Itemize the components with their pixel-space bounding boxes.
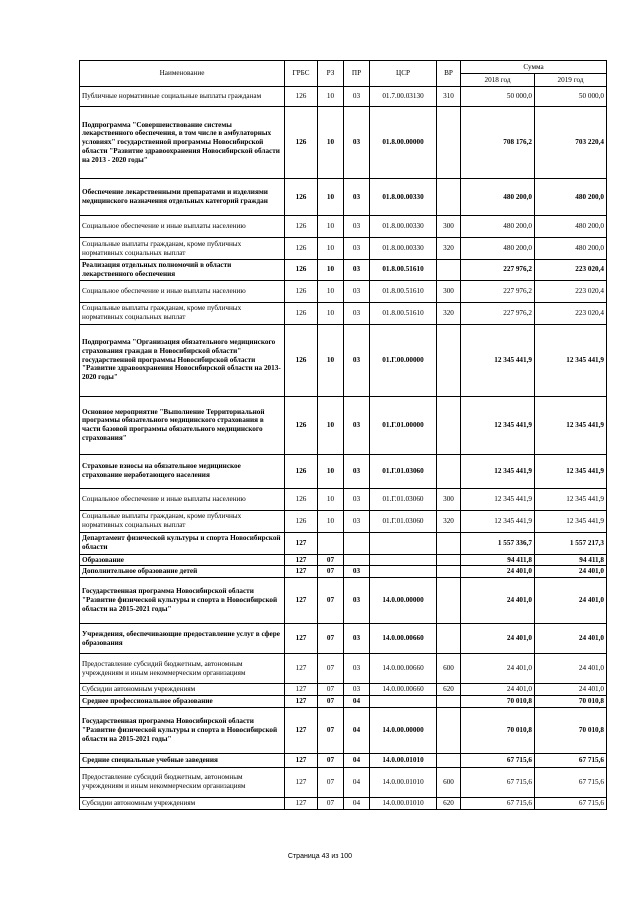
cell-pr: 03	[344, 179, 370, 216]
cell-grbs: 127	[285, 695, 318, 707]
cell-csr	[370, 566, 437, 578]
cell-vr	[437, 566, 461, 578]
cell-sum-2019: 480 200,0	[535, 179, 607, 216]
cell-vr	[437, 532, 461, 554]
cell-sum-2019: 12 345 441,9	[535, 324, 607, 396]
cell-csr: 14.0.00.01010	[370, 797, 437, 809]
cell-vr	[437, 454, 461, 488]
cell-pr: 03	[344, 624, 370, 654]
table-header	[80, 61, 607, 87]
header-name: Наименование	[80, 61, 285, 87]
header-pr: ПР	[344, 61, 370, 87]
cell-grbs: 126	[285, 324, 318, 396]
cell-name: Социальное обеспечение и иные выплаты населению	[80, 488, 285, 510]
table-row	[80, 654, 607, 684]
cell-name: Социальное обеспечение и иные выплаты населению	[80, 216, 285, 238]
cell-vr: 620	[437, 797, 461, 809]
cell-sum-2019: 24 401,0	[535, 566, 607, 578]
cell-sum-2019: 703 220,4	[535, 107, 607, 179]
cell-grbs: 126	[285, 302, 318, 324]
table-row	[80, 454, 607, 488]
cell-sum-2019: 12 345 441,9	[535, 488, 607, 510]
cell-pr: 04	[344, 767, 370, 797]
cell-sum-2018: 24 401,0	[461, 624, 535, 654]
cell-rz	[318, 532, 344, 554]
cell-pr: 04	[344, 753, 370, 767]
cell-pr: 03	[344, 396, 370, 454]
table-row	[80, 554, 607, 566]
cell-rz: 10	[318, 302, 344, 324]
table-row	[80, 695, 607, 707]
cell-sum-2019: 1 557 217,3	[535, 532, 607, 554]
table-row	[80, 753, 607, 767]
cell-sum-2019: 70 010,8	[535, 695, 607, 707]
cell-rz: 10	[318, 488, 344, 510]
cell-pr: 03	[344, 578, 370, 624]
cell-grbs: 127	[285, 532, 318, 554]
cell-grbs: 127	[285, 707, 318, 753]
cell-grbs: 126	[285, 107, 318, 179]
cell-sum-2019: 24 401,0	[535, 624, 607, 654]
table-row	[80, 578, 607, 624]
cell-sum-2019: 67 715,6	[535, 753, 607, 767]
table-row	[80, 767, 607, 797]
cell-name: Социальные выплаты гражданам, кроме публичных нормативных социальных выплат	[80, 302, 285, 324]
cell-name: Основное мероприятие "Выполнение Территориальной программы обязательного медицинского страхования в части базовой программы обязательного медицинского страхования"	[80, 396, 285, 454]
cell-sum-2018: 480 200,0	[461, 216, 535, 238]
cell-vr	[437, 554, 461, 566]
table-row	[80, 684, 607, 696]
cell-vr: 620	[437, 684, 461, 696]
cell-csr: 01.7.00.03130	[370, 87, 437, 107]
cell-rz: 10	[318, 179, 344, 216]
cell-vr	[437, 396, 461, 454]
cell-rz: 07	[318, 684, 344, 696]
cell-csr: 01.8.00.51610	[370, 302, 437, 324]
cell-grbs: 127	[285, 684, 318, 696]
cell-pr: 03	[344, 260, 370, 281]
cell-rz: 07	[318, 624, 344, 654]
cell-vr: 600	[437, 654, 461, 684]
cell-pr: 04	[344, 707, 370, 753]
cell-csr: 01.8.00.00000	[370, 107, 437, 179]
cell-sum-2019: 12 345 441,9	[535, 454, 607, 488]
cell-name: Департамент физической культуры и спорта Новосибирской области	[80, 532, 285, 554]
cell-csr: 14.0.00.00000	[370, 578, 437, 624]
cell-rz: 07	[318, 707, 344, 753]
cell-rz: 07	[318, 654, 344, 684]
cell-csr: 01.8.00.51610	[370, 260, 437, 281]
cell-name: Предоставление субсидий бюджетным, автономным учреждениям и иным некоммерческим организациям	[80, 654, 285, 684]
cell-grbs: 126	[285, 396, 318, 454]
cell-csr: 01.8.00.00330	[370, 179, 437, 216]
cell-sum-2019: 50 000,0	[535, 87, 607, 107]
cell-csr	[370, 695, 437, 707]
cell-grbs: 127	[285, 566, 318, 578]
cell-pr: 03	[344, 238, 370, 260]
cell-name: Дополнительное образование детей	[80, 566, 285, 578]
cell-name: Среднее профессиональное образование	[80, 695, 285, 707]
cell-sum-2018: 12 345 441,9	[461, 324, 535, 396]
cell-grbs: 127	[285, 753, 318, 767]
cell-grbs: 127	[285, 797, 318, 809]
table-row	[80, 396, 607, 454]
page-number: Страница 43 из 100	[287, 853, 353, 860]
cell-name: Обеспечение лекарственными препаратами и изделиями медицинского назначения отдельных категорий граждан	[80, 179, 285, 216]
cell-rz: 10	[318, 454, 344, 488]
cell-grbs: 127	[285, 554, 318, 566]
cell-vr: 320	[437, 510, 461, 532]
header-grbs: ГРБС	[285, 61, 318, 87]
cell-csr: 01.8.00.51610	[370, 280, 437, 302]
cell-sum-2019: 480 200,0	[535, 238, 607, 260]
cell-vr	[437, 324, 461, 396]
cell-pr: 03	[344, 302, 370, 324]
cell-sum-2018: 70 010,8	[461, 707, 535, 753]
cell-pr: 03	[344, 566, 370, 578]
cell-rz: 10	[318, 324, 344, 396]
cell-pr	[344, 532, 370, 554]
cell-pr: 03	[344, 510, 370, 532]
cell-csr: 01.8.00.00330	[370, 216, 437, 238]
cell-name: Предоставление субсидий бюджетным, автономным учреждениям и иным некоммерческим организациям	[80, 767, 285, 797]
cell-sum-2018: 70 010,8	[461, 695, 535, 707]
cell-name: Подпрограмма "Организация обязательного медицинского страхования граждан в Новосибирской области" государственной программы Новосибирской области "Развитие здравоохранения Новосибирской области на 2013-2020 годы"	[80, 324, 285, 396]
cell-sum-2018: 227 976,2	[461, 260, 535, 281]
cell-vr	[437, 695, 461, 707]
cell-rz: 10	[318, 260, 344, 281]
cell-csr: 14.0.00.01010	[370, 767, 437, 797]
cell-rz: 07	[318, 554, 344, 566]
cell-sum-2018: 24 401,0	[461, 566, 535, 578]
table-row	[80, 566, 607, 578]
cell-name: Образование	[80, 554, 285, 566]
cell-rz: 10	[318, 87, 344, 107]
cell-grbs: 127	[285, 578, 318, 624]
cell-sum-2019: 12 345 441,9	[535, 396, 607, 454]
cell-rz: 07	[318, 695, 344, 707]
header-year-2019: 2019 год	[535, 74, 607, 87]
budget-table	[79, 60, 607, 810]
cell-pr: 03	[344, 87, 370, 107]
cell-vr: 310	[437, 87, 461, 107]
cell-sum-2019: 223 020,4	[535, 302, 607, 324]
table-row	[80, 260, 607, 281]
cell-sum-2018: 24 401,0	[461, 654, 535, 684]
cell-name: Публичные нормативные социальные выплаты гражданам	[80, 87, 285, 107]
cell-rz: 07	[318, 797, 344, 809]
cell-csr: 14.0.00.00660	[370, 624, 437, 654]
cell-sum-2018: 67 715,6	[461, 767, 535, 797]
cell-name: Социальные выплаты гражданам, кроме публичных нормативных социальных выплат	[80, 510, 285, 532]
cell-grbs: 127	[285, 767, 318, 797]
cell-sum-2018: 12 345 441,9	[461, 488, 535, 510]
header-year-2018: 2018 год	[461, 74, 535, 87]
header-rz: РЗ	[318, 61, 344, 87]
cell-sum-2019: 223 020,4	[535, 280, 607, 302]
cell-sum-2019: 24 401,0	[535, 684, 607, 696]
cell-pr: 04	[344, 797, 370, 809]
cell-name: Государственная программа Новосибирской области "Развитие физической культуры и спорта в Новосибирской области на 2015-2021 годы"	[80, 578, 285, 624]
cell-sum-2018: 227 976,2	[461, 302, 535, 324]
cell-grbs: 127	[285, 654, 318, 684]
table-row	[80, 302, 607, 324]
cell-sum-2018: 1 557 336,7	[461, 532, 535, 554]
cell-csr: 01.8.00.00330	[370, 238, 437, 260]
cell-sum-2018: 50 000,0	[461, 87, 535, 107]
cell-grbs: 126	[285, 280, 318, 302]
cell-sum-2018: 24 401,0	[461, 578, 535, 624]
table-row	[80, 488, 607, 510]
cell-sum-2018: 708 176,2	[461, 107, 535, 179]
table-row	[80, 216, 607, 238]
cell-csr: 14.0.00.01010	[370, 753, 437, 767]
cell-name: Учреждения, обеспечивающие предоставление услуг в сфере образования	[80, 624, 285, 654]
cell-rz: 10	[318, 396, 344, 454]
cell-vr: 320	[437, 302, 461, 324]
cell-grbs: 126	[285, 179, 318, 216]
cell-sum-2018: 12 345 441,9	[461, 454, 535, 488]
cell-rz: 10	[318, 238, 344, 260]
cell-csr: 14.0.00.00000	[370, 707, 437, 753]
cell-pr: 03	[344, 324, 370, 396]
header-sum: Сумма	[461, 61, 607, 74]
cell-sum-2018: 12 345 441,9	[461, 396, 535, 454]
cell-sum-2018: 12 345 441,9	[461, 510, 535, 532]
cell-vr: 300	[437, 216, 461, 238]
cell-name: Страховые взносы на обязательное медицинское страхование неработающего населения	[80, 454, 285, 488]
table-row	[80, 238, 607, 260]
table-row	[80, 624, 607, 654]
cell-vr: 320	[437, 238, 461, 260]
cell-csr: 01.Г.00.00000	[370, 324, 437, 396]
table-row	[80, 510, 607, 532]
cell-vr	[437, 707, 461, 753]
header-csr: ЦСР	[370, 61, 437, 87]
cell-rz: 07	[318, 767, 344, 797]
cell-name: Социальное обеспечение и иные выплаты населению	[80, 280, 285, 302]
cell-sum-2018: 480 200,0	[461, 238, 535, 260]
cell-vr	[437, 578, 461, 624]
cell-grbs: 126	[285, 454, 318, 488]
table-body	[80, 87, 607, 810]
cell-pr: 04	[344, 695, 370, 707]
cell-name: Субсидии автономным учреждениям	[80, 684, 285, 696]
cell-csr: 14.0.00.00660	[370, 654, 437, 684]
table-row	[80, 707, 607, 753]
cell-rz: 07	[318, 566, 344, 578]
cell-pr: 03	[344, 454, 370, 488]
cell-vr: 600	[437, 767, 461, 797]
cell-csr: 01.Г.01.03060	[370, 454, 437, 488]
table-row	[80, 107, 607, 179]
cell-sum-2018: 227 976,2	[461, 280, 535, 302]
cell-vr: 300	[437, 280, 461, 302]
cell-sum-2019: 67 715,6	[535, 797, 607, 809]
cell-name: Государственная программа Новосибирской области "Развитие физической культуры и спорта в Новосибирской области на 2015-2021 годы"	[80, 707, 285, 753]
cell-csr: 01.Г.01.03060	[370, 488, 437, 510]
cell-rz: 10	[318, 280, 344, 302]
cell-vr: 300	[437, 488, 461, 510]
cell-sum-2019: 12 345 441,9	[535, 510, 607, 532]
cell-sum-2018: 67 715,6	[461, 753, 535, 767]
table-row	[80, 532, 607, 554]
cell-pr: 03	[344, 216, 370, 238]
cell-rz: 10	[318, 107, 344, 179]
table-row	[80, 280, 607, 302]
cell-vr	[437, 753, 461, 767]
cell-csr	[370, 532, 437, 554]
cell-sum-2019: 24 401,0	[535, 578, 607, 624]
cell-grbs: 127	[285, 624, 318, 654]
table-row	[80, 179, 607, 216]
cell-vr	[437, 624, 461, 654]
cell-vr	[437, 107, 461, 179]
cell-csr: 14.0.00.00660	[370, 684, 437, 696]
cell-sum-2018: 480 200,0	[461, 179, 535, 216]
table-row	[80, 87, 607, 107]
cell-pr: 03	[344, 280, 370, 302]
cell-sum-2019: 223 020,4	[535, 260, 607, 281]
table-row	[80, 797, 607, 809]
cell-pr: 03	[344, 684, 370, 696]
cell-rz: 07	[318, 753, 344, 767]
cell-sum-2019: 480 200,0	[535, 216, 607, 238]
cell-grbs: 126	[285, 238, 318, 260]
cell-pr	[344, 554, 370, 566]
cell-pr: 03	[344, 488, 370, 510]
cell-sum-2019: 94 411,8	[535, 554, 607, 566]
table-row	[80, 324, 607, 396]
cell-name: Подпрограмма "Совершенствование системы лекарственного обеспечения, в том числе в амбулаторных условиях" государственной программы Новосибирской области "Развитие здравоохранения Новосибирской области на 2013 - 2020 годы"	[80, 107, 285, 179]
cell-name: Субсидии автономным учреждениям	[80, 797, 285, 809]
cell-name: Социальные выплаты гражданам, кроме публичных нормативных социальных выплат	[80, 238, 285, 260]
cell-sum-2019: 24 401,0	[535, 654, 607, 684]
cell-rz: 10	[318, 510, 344, 532]
cell-rz: 07	[318, 578, 344, 624]
cell-sum-2018: 24 401,0	[461, 684, 535, 696]
cell-sum-2018: 94 411,8	[461, 554, 535, 566]
cell-vr	[437, 260, 461, 281]
cell-grbs: 126	[285, 87, 318, 107]
cell-name: Реализация отдельных полномочий в области лекарственного обеспечения	[80, 260, 285, 281]
cell-name: Средние специальные учебные заведения	[80, 753, 285, 767]
cell-csr: 01.Г.01.00000	[370, 396, 437, 454]
cell-grbs: 126	[285, 216, 318, 238]
cell-grbs: 126	[285, 260, 318, 281]
cell-rz: 10	[318, 216, 344, 238]
cell-grbs: 126	[285, 510, 318, 532]
cell-vr	[437, 179, 461, 216]
cell-sum-2018: 67 715,6	[461, 797, 535, 809]
cell-csr: 01.Г.01.03060	[370, 510, 437, 532]
cell-sum-2019: 70 010,8	[535, 707, 607, 753]
cell-grbs: 126	[285, 488, 318, 510]
cell-pr: 03	[344, 107, 370, 179]
header-vr: ВР	[437, 61, 461, 87]
cell-pr: 03	[344, 654, 370, 684]
cell-csr	[370, 554, 437, 566]
cell-sum-2019: 67 715,6	[535, 767, 607, 797]
